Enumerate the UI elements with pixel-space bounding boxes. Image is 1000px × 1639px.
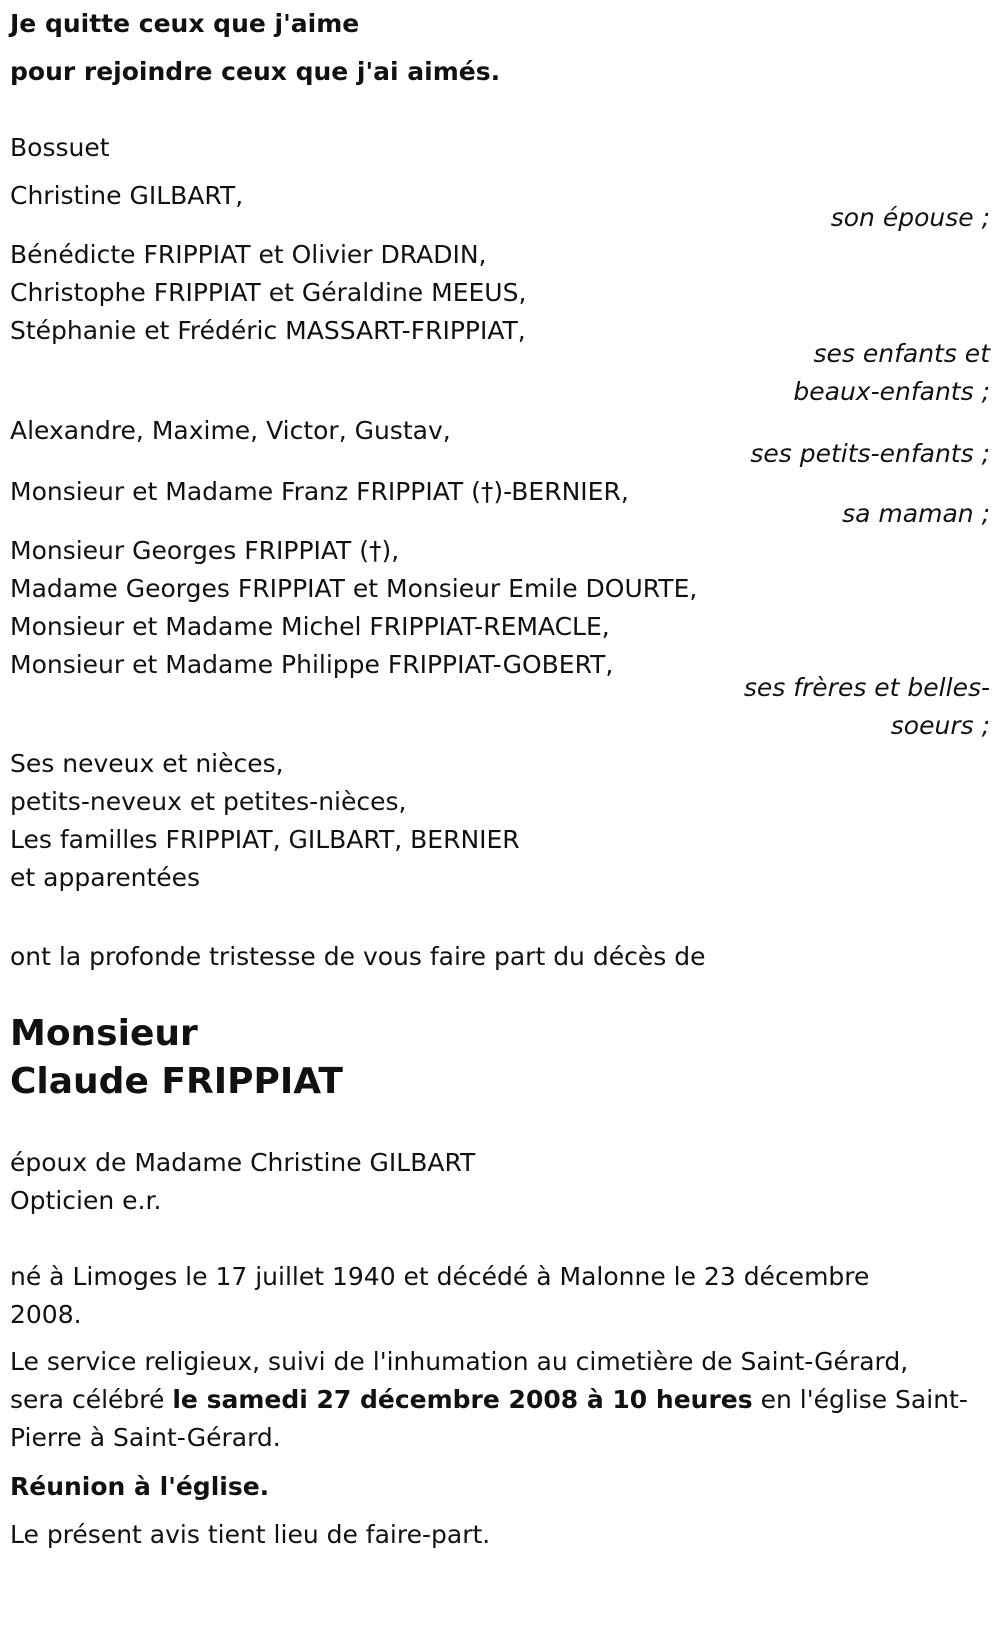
child-line: Christophe FRIPPIAT et Géraldine MEEUS, bbox=[10, 278, 527, 307]
service-line-3: Pierre à Saint-Gérard. bbox=[10, 1423, 281, 1452]
role-children-line-1: ses enfants et bbox=[813, 339, 990, 368]
deceased bbox=[10, 1010, 343, 1106]
spouse-name: Christine GILBART, bbox=[10, 181, 244, 210]
role-siblings-line-2: soeurs ; bbox=[890, 711, 990, 740]
birth-death-line-2: 2008. bbox=[10, 1300, 82, 1329]
place: Bossuet bbox=[10, 133, 110, 162]
siblings-names bbox=[10, 532, 697, 684]
birth-death bbox=[10, 1258, 869, 1334]
role-grandchildren: ses petits-enfants ; bbox=[750, 439, 990, 468]
service-date: le samedi 27 décembre 2008 à 10 heures bbox=[172, 1385, 753, 1414]
family-line: Ses neveux et nièces, bbox=[10, 749, 284, 778]
motto-line-2: pour rejoindre ceux que j'ai aimés. bbox=[10, 57, 501, 86]
extended-family bbox=[10, 745, 520, 897]
profession: Opticien e.r. bbox=[10, 1186, 162, 1215]
family-line: Les familles FRIPPIAT, GILBART, BERNIER bbox=[10, 825, 520, 854]
spouse-line: époux de Madame Christine GILBART bbox=[10, 1148, 476, 1177]
sibling-line: Monsieur et Madame Michel FRIPPIAT-REMACLE, bbox=[10, 612, 610, 641]
role-children-line-2: beaux-enfants ; bbox=[793, 377, 990, 406]
role-mother: sa maman ; bbox=[842, 499, 990, 528]
motto-line-1: Je quitte ceux que j'aime bbox=[10, 9, 360, 38]
service-info bbox=[10, 1343, 968, 1457]
sibling-line: Monsieur et Madame Philippe FRIPPIAT-GOBERT, bbox=[10, 650, 614, 679]
service-line-2 bbox=[10, 1381, 968, 1419]
role-siblings-line-1: ses frères et belles- bbox=[743, 673, 990, 702]
sibling-line: Madame Georges FRIPPIAT et Monsieur Emile DOURTE, bbox=[10, 574, 698, 603]
family-line: petits-neveux et petites-nièces, bbox=[10, 787, 407, 816]
role-spouse: son épouse ; bbox=[830, 203, 990, 232]
birth-death-line-1: né à Limoges le 17 juillet 1940 et décédé à Malonne le 23 décembre bbox=[10, 1262, 870, 1291]
grandchildren-names: Alexandre, Maxime, Victor, Gustav, bbox=[10, 416, 451, 445]
child-line: Stéphanie et Frédéric MASSART-FRIPPIAT, bbox=[10, 316, 526, 345]
family-line: et apparentées bbox=[10, 863, 201, 892]
sibling-line: Monsieur Georges FRIPPIAT (†), bbox=[10, 536, 400, 565]
deceased-title: Monsieur bbox=[10, 1013, 198, 1054]
service-line-2-post: en l'église Saint- bbox=[752, 1385, 968, 1414]
role-children bbox=[600, 335, 1000, 411]
service-line-2-pre: sera célébré bbox=[10, 1385, 173, 1414]
service-line-1: Le service religieux, suivi de l'inhumation au cimetière de Saint-Gérard, bbox=[10, 1347, 909, 1376]
children-names bbox=[10, 236, 526, 350]
motto bbox=[10, 0, 500, 96]
deceased-name: Claude FRIPPIAT bbox=[10, 1061, 343, 1102]
child-line: Bénédicte FRIPPIAT et Olivier DRADIN, bbox=[10, 240, 487, 269]
announcement: ont la profonde tristesse de vous faire part du décès de bbox=[10, 942, 706, 971]
mother-names: Monsieur et Madame Franz FRIPPIAT (†)-BERNIER, bbox=[10, 477, 629, 506]
meeting-note: Réunion à l'église. bbox=[10, 1472, 270, 1501]
closing-note: Le présent avis tient lieu de faire-part. bbox=[10, 1520, 491, 1549]
role-siblings bbox=[600, 669, 1000, 745]
